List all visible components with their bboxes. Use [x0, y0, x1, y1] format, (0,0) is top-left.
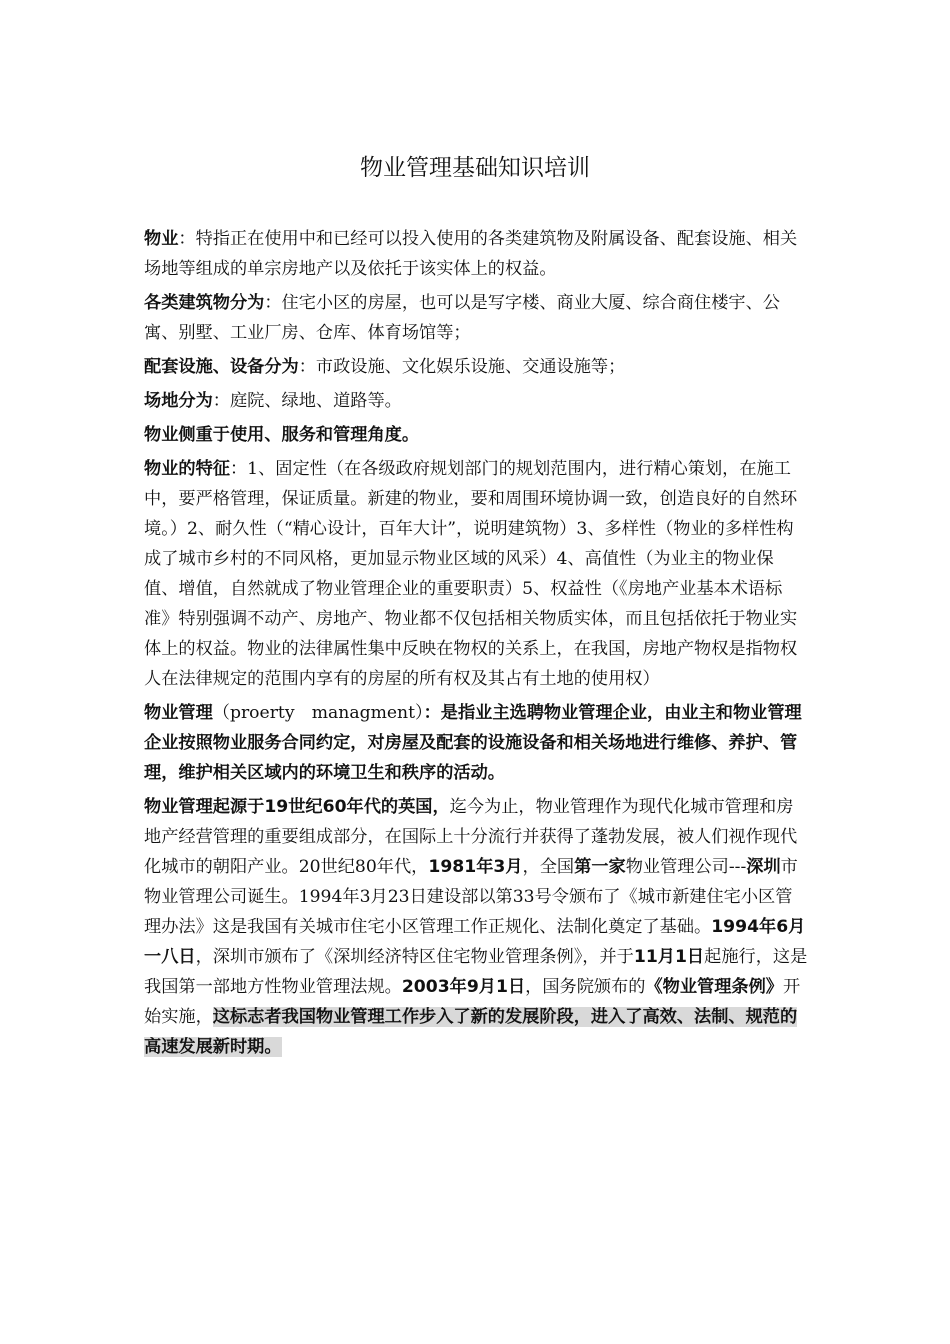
bold-text-run: 1981年3月 — [428, 857, 523, 877]
bold-text-run: 物业管理起源于19世纪60年代的英国， — [144, 797, 450, 817]
bold-text-run: 深圳 — [746, 857, 781, 877]
paragraph — [144, 224, 808, 284]
text-run: ，国务院颁布的 — [525, 977, 646, 997]
bold-text-run: 场地分为 — [144, 391, 213, 411]
bold-text-run: 11月1日 — [633, 947, 705, 967]
text-run: ：特指正在使用中和已经可以投入使用的各类建筑物及附属设备、配套设施、相关场地等组成的单宗房地产以及依托于该实体上的权益。 — [144, 229, 798, 279]
bold-text-run: 第一家 — [574, 857, 626, 877]
text-run: ，深圳市颁布了《深圳经济特区住宅物业管理条例》，并于 — [195, 947, 634, 967]
document-body — [144, 224, 808, 1066]
bold-text-run: 物业管理 — [144, 703, 213, 723]
text-run: （proerty managment） — [212, 703, 424, 723]
bold-text-run: 物业侧重于使用、服务和管理角度。 — [144, 425, 420, 445]
paragraph — [144, 420, 808, 450]
paragraph — [144, 386, 808, 416]
bold-text-run: ：是指业主选聘物业管理企业，由业主和物业管理企业按照物业服务合同约定，对房屋及配套的设施设备和相关场地进行维修、养护、管理，维护相关区域内的环境卫生和秩序的活动。 — [144, 703, 802, 783]
paragraph — [144, 352, 808, 382]
paragraph — [144, 792, 808, 1062]
bold-text-run: 物业 — [144, 229, 179, 249]
paragraph — [144, 454, 808, 694]
bold-text-run: 配套设施、设备分为 — [144, 357, 299, 377]
text-run: 开始实施， — [144, 977, 801, 1027]
paragraph — [144, 698, 808, 788]
highlighted-text-run: 这标志者我国物业管理工作步入了新的发展阶段，进入了高效、法制、规范的高速发展新时期。 — [144, 1007, 798, 1057]
bold-text-run: 物业的特征 — [144, 459, 230, 479]
bold-text-run: 各类建筑物分为 — [144, 293, 265, 313]
text-run: ：市政设施、文化娱乐设施、交通设施等； — [298, 357, 626, 377]
bold-text-run: 1994年6月一八日 — [144, 917, 806, 967]
bold-text-run: 《物业管理条例》 — [645, 977, 783, 997]
text-run: 物业管理公司--- — [625, 857, 747, 877]
paragraph — [144, 288, 808, 348]
text-run: 迄今为止，物业管理作为现代化城市管理和房地产经营管理的重要组成部分，在国际上十分流行并获得了蓬勃发展，被人们视作现代化城市的朝阳产业。20世纪80年代， — [144, 797, 798, 877]
page-title: 物业管理基础知识培训 — [360, 155, 590, 181]
text-run: ，全国 — [522, 857, 575, 877]
text-run: ：住宅小区的房屋，也可以是写字楼、商业大厦、综合商住楼宇、公寓、别墅、工业厂房、仓库、体育场馆等； — [144, 293, 780, 343]
text-run: ：1、固定性（在各级政府规划部门的规划范围内，进行精心策划，在施工中，要严格管理，保证质量。新建的物业，要和周围环境协调一致，创造良好的自然环境。）2、耐久性（“精心设计，百年大计”，说明建筑物）3、多样性（物业的多样性构成了城市乡村的不同风格，更加显示物业区域的风采）4、高值性（为业主的物业保值、增值，自然就成了物业管理企业的重要职责）5、权益性（《房地产业基本术语标准》特别强调不动产、房地产、物业都不仅包括相关物质实体，而且包括依托于物业实体上的权益。物业的法律属性集中反映在物权的关系上，在我国，房地产物权是指物权人在法律规定的范围内享有的房屋的所有权及其占有土地的使用权） — [144, 459, 798, 689]
text-run: 起施行，这是我国第一部地方性物业管理法规。 — [144, 947, 808, 997]
text-run: 市物业管理公司诞生。1994年3月23日建设部以第33号令颁布了《城市新建住宅小区管理办法》这是我国有关城市住宅小区管理工作正规化、法制化奠定了基础。 — [144, 857, 798, 937]
text-run: ：庭院、绿地、道路等。 — [212, 391, 402, 411]
bold-text-run: 2003年9月1日 — [401, 977, 526, 997]
